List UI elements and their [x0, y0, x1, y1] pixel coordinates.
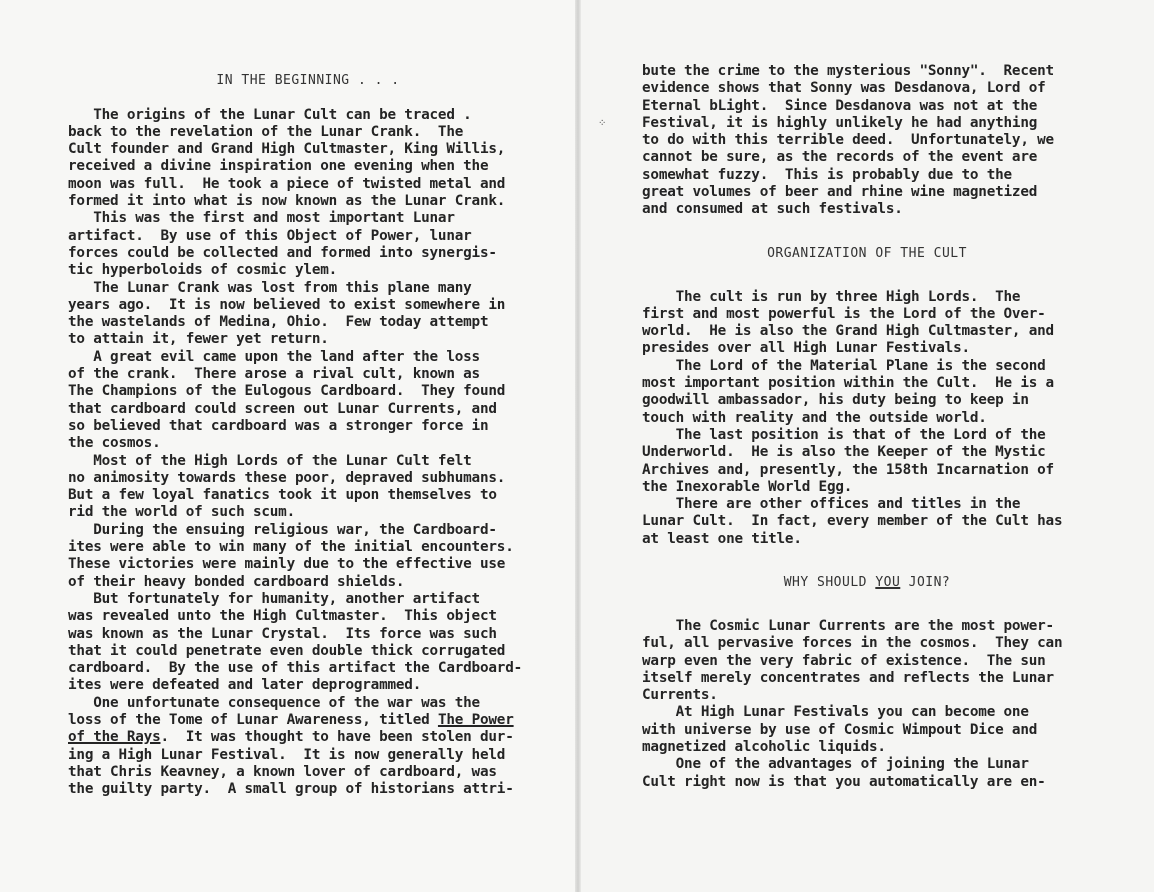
- text-line: There are other offices and titles in the: [642, 496, 1021, 513]
- spacer: [642, 548, 1092, 565]
- why-heading-you: YOU: [875, 575, 901, 591]
- text-line: Festival, it is highly unlikely he had anything: [642, 114, 1038, 131]
- why-join-text: [642, 618, 1092, 791]
- text-line: so believed that cardboard was a stronger force in: [68, 417, 489, 434]
- text-line: Archives and, presently, the 158th Incarnation of: [642, 461, 1054, 478]
- spacer: [642, 280, 1092, 289]
- why-heading-pre: WHY SHOULD: [783, 575, 876, 591]
- text-line: The Champions of the Eulogous Cardboard. They found: [68, 383, 506, 400]
- text-line: tic hyperboloids of cosmic ylem.: [68, 262, 338, 279]
- text-line: ites were defeated and later deprogrammed.: [68, 677, 422, 694]
- text-line: ites were able to win many of the initial encounters.: [68, 539, 514, 556]
- section-heading-beginning: IN THE BEGINNING . . .: [216, 73, 400, 88]
- text-line: cannot be sure, as the records of the event are: [642, 149, 1038, 166]
- text-line: At High Lunar Festivals you can become one: [642, 704, 1029, 721]
- text-line: and consumed at such festivals.: [642, 201, 903, 218]
- tome-line-prefix: loss of the Tome of Lunar Awareness, titled: [68, 711, 438, 728]
- text-line: But fortunately for humanity, another artifact: [68, 590, 480, 607]
- text-line: that it could penetrate even double thick corrugated: [68, 642, 506, 659]
- organization-text: [642, 289, 1092, 548]
- text-line: was known as the Lunar Crystal. Its force was such: [68, 625, 497, 642]
- spacer: [642, 262, 1092, 279]
- spacer: [642, 219, 1092, 236]
- text-line: Cult right now is that you automatically are en-: [642, 773, 1046, 790]
- spacer: [642, 592, 1092, 609]
- tome-line: [68, 712, 548, 729]
- text-line: of the crank. There arose a rival cult, known as: [68, 366, 480, 383]
- section-heading-why-join: [642, 574, 1092, 591]
- text-line: The Lunar Crank was lost from this plane many: [68, 279, 472, 296]
- tome-title-part2: of the Rays: [68, 729, 161, 746]
- text-line: goodwill ambassador, his duty being to keep in: [642, 392, 1029, 409]
- text-line: touch with reality and the outside world.: [642, 409, 987, 426]
- text-line: These victories were mainly due to the effective use: [68, 556, 506, 573]
- text-line: somewhat fuzzy. This is probably due to the: [642, 166, 1012, 183]
- right-intro-text: [642, 63, 1092, 219]
- text-line: to do with this terrible deed. Unfortunately, we: [642, 132, 1054, 149]
- text-line: The cult is run by three High Lords. The: [642, 288, 1021, 305]
- text-line: During the ensuing religious war, the Cardboard-: [68, 521, 497, 538]
- text-line: One of the advantages of joining the Lunar: [642, 756, 1029, 773]
- text-line: rid the world of such scum.: [68, 504, 296, 521]
- why-heading-post: JOIN?: [900, 575, 951, 591]
- tome-line-suffix: . It was thought to have been stolen dur-: [160, 729, 514, 746]
- spacer: [68, 89, 548, 106]
- text-line: The origins of the Lunar Cult can be traced .: [68, 106, 472, 123]
- text-line: the Inexorable World Egg.: [642, 478, 853, 495]
- text-line: no animosity towards these poor, depraved subhumans.: [68, 469, 506, 486]
- left-column: [68, 72, 548, 798]
- section-heading-organization: ORGANIZATION OF THE CULT: [767, 245, 967, 261]
- text-line: ing a High Lunar Festival. It is now generally held: [68, 746, 506, 763]
- spacer: [642, 236, 1092, 245]
- left-closing-text: [68, 747, 548, 799]
- text-line: of their heavy bonded cardboard shields.: [68, 573, 405, 590]
- text-line: bute the crime to the mysterious "Sonny". Recent: [642, 63, 1054, 79]
- text-line: to attain it, fewer yet return.: [68, 331, 329, 348]
- text-line: itself merely concentrates and reflects the Lunar: [642, 669, 1054, 686]
- text-line: Most of the High Lords of the Lunar Cult felt: [68, 452, 472, 469]
- text-line: most important position within the Cult. He is a: [642, 375, 1054, 392]
- spacer: [642, 609, 1092, 618]
- text-line: forces could be collected and formed into synergis-: [68, 244, 497, 261]
- text-line: Cult founder and Grand High Cultmaster, King Willis,: [68, 141, 506, 158]
- text-line: Eternal bLight. Since Desdanova was not at the: [642, 97, 1038, 114]
- text-line: The Lord of the Material Plane is the second: [642, 357, 1046, 374]
- left-body-text: [68, 107, 548, 712]
- text-line: ful, all pervasive forces in the cosmos. They can: [642, 635, 1063, 652]
- text-line: The Cosmic Lunar Currents are the most power-: [642, 617, 1054, 634]
- tome-line-2: [68, 729, 548, 746]
- text-line: This was the first and most important Lunar: [68, 210, 455, 227]
- text-line: received a divine inspiration one evening when the: [68, 158, 489, 175]
- text-line: world. He is also the Grand High Cultmaster, and: [642, 323, 1054, 340]
- text-line: presides over all High Lunar Festivals.: [642, 340, 970, 357]
- text-line: back to the revelation of the Lunar Crank. The: [68, 123, 464, 140]
- text-line: warp even the very fabric of existence. The sun: [642, 652, 1046, 669]
- text-line: the guilty party. A small group of historians attri-: [68, 781, 514, 798]
- right-column: [642, 63, 1092, 791]
- text-line: The last position is that of the Lord of the: [642, 426, 1046, 443]
- text-line: cardboard. By the use of this artifact the Cardboard-: [68, 660, 523, 677]
- text-line: the wastelands of Medina, Ohio. Few today attempt: [68, 314, 489, 331]
- text-line: at least one title.: [642, 530, 802, 547]
- text-line: great volumes of beer and rhine wine magnetized: [642, 184, 1038, 201]
- text-line: Underworld. He is also the Keeper of the Mystic: [642, 444, 1046, 461]
- text-line: was revealed unto the High Cultmaster. This object: [68, 608, 497, 625]
- text-line: with universe by use of Cosmic Wimpout Dice and: [642, 721, 1038, 738]
- ink-speck: ⁘: [598, 118, 607, 129]
- text-line: that cardboard could screen out Lunar Currents, and: [68, 400, 497, 417]
- page-fold: [575, 0, 581, 892]
- text-line: artifact. By use of this Object of Power, lunar: [68, 227, 472, 244]
- text-line: Currents.: [642, 687, 718, 704]
- text-line: moon was full. He took a piece of twisted metal and: [68, 175, 506, 192]
- text-line: years ago. It is now believed to exist somewhere in: [68, 296, 506, 313]
- text-line: the cosmos.: [68, 435, 161, 452]
- text-line: evidence shows that Sonny was Desdanova, Lord of: [642, 80, 1046, 97]
- spacer: [642, 565, 1092, 574]
- text-line: One unfortunate consequence of the war was the: [68, 694, 480, 711]
- text-line: formed it into what is now known as the Lunar Crank.: [68, 193, 506, 210]
- text-line: that Chris Keavney, a known lover of cardboard, was: [68, 763, 497, 780]
- text-line: first and most powerful is the Lord of the Over-: [642, 305, 1046, 322]
- tome-title-part1: The Power: [437, 711, 514, 728]
- text-line: magnetized alcoholic liquids.: [642, 738, 886, 755]
- text-line: But a few loyal fanatics took it upon themselves to: [68, 487, 497, 504]
- text-line: Lunar Cult. In fact, every member of the Cult has: [642, 513, 1063, 530]
- text-line: A great evil came upon the land after the loss: [68, 348, 480, 365]
